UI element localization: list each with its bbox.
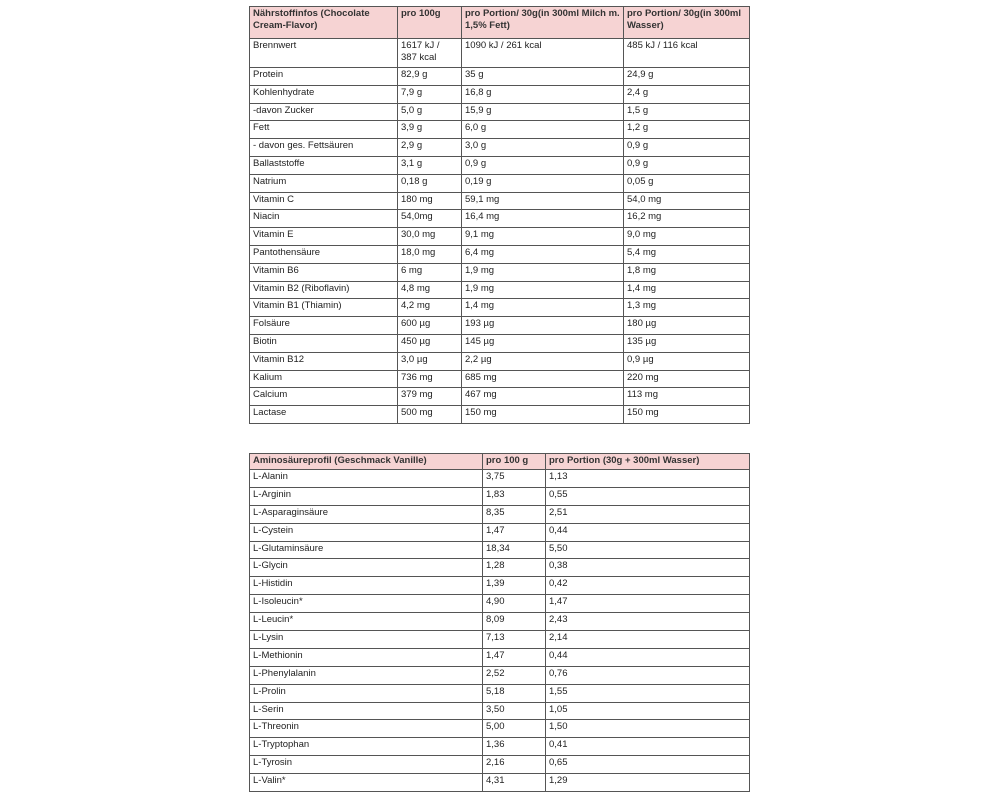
nutrient-name-cell: Natrium (250, 174, 398, 192)
per-100g-cell: 4,31 (483, 774, 546, 792)
per-portion-cell: 0,65 (546, 756, 750, 774)
nutrient-name-cell: Calcium (250, 388, 398, 406)
amino-name-cell: L-Histidin (250, 577, 483, 595)
nutrition-row (250, 370, 750, 388)
nutrition-row (250, 388, 750, 406)
amino-row (250, 702, 750, 720)
nutrition-row (250, 192, 750, 210)
amino-name-cell: L-Isoleucin* (250, 595, 483, 613)
nutrition-row (250, 245, 750, 263)
per-100g-cell: 3,1 g (398, 156, 462, 174)
per-100g-cell: 3,9 g (398, 121, 462, 139)
per-portion-cell: 0,44 (546, 523, 750, 541)
nutrient-name-cell: Folsäure (250, 317, 398, 335)
nutrient-name-cell: - davon ges. Fettsäuren (250, 139, 398, 157)
portion-milk-cell: 467 mg (462, 388, 624, 406)
nutrition-row (250, 156, 750, 174)
portion-milk-cell: 59,1 mg (462, 192, 624, 210)
per-portion-cell: 1,13 (546, 470, 750, 488)
nutrient-name-cell: Lactase (250, 406, 398, 424)
per-100g-cell: 1,47 (483, 523, 546, 541)
per-100g-cell: 82,9 g (398, 68, 462, 86)
per-portion-cell: 1,50 (546, 720, 750, 738)
per-100g-cell: 2,52 (483, 666, 546, 684)
portion-water-cell: 0,9 µg (624, 352, 750, 370)
portion-water-cell: 5,4 mg (624, 245, 750, 263)
portion-water-cell: 1,5 g (624, 103, 750, 121)
per-portion-cell: 2,43 (546, 613, 750, 631)
amino-name-cell: L-Prolin (250, 684, 483, 702)
per-100g-cell: 4,2 mg (398, 299, 462, 317)
nutrition-row (250, 103, 750, 121)
per-100g-cell: 379 mg (398, 388, 462, 406)
nutrient-name-cell: Brennwert (250, 39, 398, 68)
nutrition-row (250, 263, 750, 281)
per-100g-cell: 2,16 (483, 756, 546, 774)
amino-row (250, 470, 750, 488)
amino-row (250, 523, 750, 541)
portion-milk-cell: 15,9 g (462, 103, 624, 121)
portion-water-cell: 1,4 mg (624, 281, 750, 299)
amino-row (250, 756, 750, 774)
per-100g-cell: 6 mg (398, 263, 462, 281)
nutrition-row (250, 299, 750, 317)
amino-name-cell: L-Arginin (250, 487, 483, 505)
amino-name-cell: L-Phenylalanin (250, 666, 483, 684)
nutrition-row (250, 228, 750, 246)
portion-milk-cell: 193 µg (462, 317, 624, 335)
amino-row (250, 720, 750, 738)
portion-water-cell: 485 kJ / 116 kcal (624, 39, 750, 68)
per-portion-cell: 1,05 (546, 702, 750, 720)
per-100g-cell: 3,50 (483, 702, 546, 720)
per-100g-cell: 500 mg (398, 406, 462, 424)
amino-acid-table (249, 453, 750, 792)
per-100g-cell: 736 mg (398, 370, 462, 388)
nutrient-name-cell: Pantothensäure (250, 245, 398, 263)
nutrition-row (250, 210, 750, 228)
amino-name-cell: L-Valin* (250, 774, 483, 792)
portion-milk-cell: 1090 kJ / 261 kcal (462, 39, 624, 68)
amino-row (250, 541, 750, 559)
per-100g-cell: 8,09 (483, 613, 546, 631)
per-100g-cell: 5,0 g (398, 103, 462, 121)
per-100g-cell: 5,18 (483, 684, 546, 702)
per-100g-cell: 7,13 (483, 631, 546, 649)
per-100g-cell: 1,36 (483, 738, 546, 756)
portion-milk-cell: 145 µg (462, 334, 624, 352)
portion-water-cell: 220 mg (624, 370, 750, 388)
nutrition-row (250, 281, 750, 299)
amino-header-row (250, 454, 750, 470)
amino-name-cell: L-Lysin (250, 631, 483, 649)
portion-water-cell: 113 mg (624, 388, 750, 406)
portion-milk-cell: 0,9 g (462, 156, 624, 174)
portion-milk-cell: 6,4 mg (462, 245, 624, 263)
amino-table-body (250, 470, 750, 792)
amino-name-cell: L-Glycin (250, 559, 483, 577)
portion-milk-cell: 0,19 g (462, 174, 624, 192)
per-100g-cell: 180 mg (398, 192, 462, 210)
per-portion-cell: 1,29 (546, 774, 750, 792)
amino-name-cell: L-Tyrosin (250, 756, 483, 774)
nutrient-name-cell: Vitamin B1 (Thiamin) (250, 299, 398, 317)
per-100g-cell: 450 µg (398, 334, 462, 352)
amino-row (250, 684, 750, 702)
per-100g-cell: 7,9 g (398, 85, 462, 103)
nutrient-name-cell: Ballaststoffe (250, 156, 398, 174)
per-portion-cell: 0,42 (546, 577, 750, 595)
per-100g-cell: 18,34 (483, 541, 546, 559)
amino-name-cell: L-Glutaminsäure (250, 541, 483, 559)
amino-header-acid: Aminosäureprofil (Geschmack Vanille) (250, 454, 483, 470)
nutrient-name-cell: Biotin (250, 334, 398, 352)
portion-water-cell: 0,9 g (624, 156, 750, 174)
nutrient-name-cell: Kalium (250, 370, 398, 388)
amino-row (250, 505, 750, 523)
per-100g-cell: 30,0 mg (398, 228, 462, 246)
portion-water-cell: 0,05 g (624, 174, 750, 192)
nutrition-header-row (250, 7, 750, 39)
nutrient-name-cell: Fett (250, 121, 398, 139)
nutrition-header-nutrient: Nährstoffinfos (Chocolate Cream-Flavor) (250, 7, 398, 39)
amino-name-cell: L-Threonin (250, 720, 483, 738)
amino-row (250, 666, 750, 684)
per-100g-cell: 2,9 g (398, 139, 462, 157)
amino-name-cell: L-Alanin (250, 470, 483, 488)
per-100g-cell: 1,83 (483, 487, 546, 505)
portion-milk-cell: 1,9 mg (462, 281, 624, 299)
nutrition-row (250, 174, 750, 192)
portion-water-cell: 2,4 g (624, 85, 750, 103)
per-100g-cell: 5,00 (483, 720, 546, 738)
nutrient-name-cell: Vitamin E (250, 228, 398, 246)
per-100g-cell: 1617 kJ / 387 kcal (398, 39, 462, 68)
portion-water-cell: 1,8 mg (624, 263, 750, 281)
portion-water-cell: 0,9 g (624, 139, 750, 157)
portion-water-cell: 54,0 mg (624, 192, 750, 210)
per-100g-cell: 1,28 (483, 559, 546, 577)
amino-name-cell: L-Methionin (250, 648, 483, 666)
per-portion-cell: 0,76 (546, 666, 750, 684)
per-portion-cell: 1,47 (546, 595, 750, 613)
nutrient-name-cell: Vitamin B12 (250, 352, 398, 370)
portion-water-cell: 1,2 g (624, 121, 750, 139)
portion-water-cell: 9,0 mg (624, 228, 750, 246)
amino-row (250, 738, 750, 756)
portion-milk-cell: 685 mg (462, 370, 624, 388)
portion-milk-cell: 35 g (462, 68, 624, 86)
nutrition-row (250, 406, 750, 424)
amino-row (250, 559, 750, 577)
amino-row (250, 631, 750, 649)
nutrient-name-cell: Kohlenhydrate (250, 85, 398, 103)
nutrition-header-portion-milk: pro Portion/ 30g(in 300ml Milch m. 1,5% Fett) (462, 7, 624, 39)
portion-milk-cell: 150 mg (462, 406, 624, 424)
portion-milk-cell: 6,0 g (462, 121, 624, 139)
per-portion-cell: 1,55 (546, 684, 750, 702)
nutrition-table (249, 6, 750, 424)
amino-row (250, 577, 750, 595)
per-portion-cell: 0,55 (546, 487, 750, 505)
per-100g-cell: 1,47 (483, 648, 546, 666)
per-portion-cell: 0,44 (546, 648, 750, 666)
portion-milk-cell: 3,0 g (462, 139, 624, 157)
per-100g-cell: 600 µg (398, 317, 462, 335)
per-100g-cell: 1,39 (483, 577, 546, 595)
amino-row (250, 487, 750, 505)
nutrition-row (250, 352, 750, 370)
portion-milk-cell: 1,4 mg (462, 299, 624, 317)
per-100g-cell: 54,0mg (398, 210, 462, 228)
nutrient-name-cell: Protein (250, 68, 398, 86)
nutrition-table-body (250, 39, 750, 424)
nutrition-header-per-100g: pro 100g (398, 7, 462, 39)
portion-milk-cell: 16,4 mg (462, 210, 624, 228)
amino-header-per-100g: pro 100 g (483, 454, 546, 470)
per-100g-cell: 18,0 mg (398, 245, 462, 263)
amino-row (250, 774, 750, 792)
nutrient-name-cell: Vitamin B6 (250, 263, 398, 281)
portion-milk-cell: 2,2 µg (462, 352, 624, 370)
nutrition-row (250, 121, 750, 139)
portion-water-cell: 24,9 g (624, 68, 750, 86)
per-portion-cell: 2,14 (546, 631, 750, 649)
nutrition-row (250, 85, 750, 103)
amino-name-cell: L-Serin (250, 702, 483, 720)
nutrition-row (250, 68, 750, 86)
amino-row (250, 595, 750, 613)
amino-row (250, 613, 750, 631)
per-100g-cell: 3,75 (483, 470, 546, 488)
portion-milk-cell: 16,8 g (462, 85, 624, 103)
per-100g-cell: 3,0 µg (398, 352, 462, 370)
nutrition-row (250, 317, 750, 335)
per-100g-cell: 4,90 (483, 595, 546, 613)
amino-name-cell: L-Asparaginsäure (250, 505, 483, 523)
nutrient-name-cell: Vitamin B2 (Riboflavin) (250, 281, 398, 299)
per-100g-cell: 4,8 mg (398, 281, 462, 299)
per-portion-cell: 2,51 (546, 505, 750, 523)
portion-water-cell: 135 µg (624, 334, 750, 352)
amino-name-cell: L-Cystein (250, 523, 483, 541)
nutrition-header-portion-water: pro Portion/ 30g(in 300ml Wasser) (624, 7, 750, 39)
portion-water-cell: 16,2 mg (624, 210, 750, 228)
amino-name-cell: L-Tryptophan (250, 738, 483, 756)
per-portion-cell: 0,41 (546, 738, 750, 756)
nutrient-name-cell: -davon Zucker (250, 103, 398, 121)
per-100g-cell: 0,18 g (398, 174, 462, 192)
nutrient-name-cell: Vitamin C (250, 192, 398, 210)
per-100g-cell: 8,35 (483, 505, 546, 523)
nutrition-row (250, 39, 750, 68)
nutrition-row (250, 334, 750, 352)
per-portion-cell: 5,50 (546, 541, 750, 559)
per-portion-cell: 0,38 (546, 559, 750, 577)
portion-milk-cell: 1,9 mg (462, 263, 624, 281)
portion-milk-cell: 9,1 mg (462, 228, 624, 246)
portion-water-cell: 180 µg (624, 317, 750, 335)
portion-water-cell: 150 mg (624, 406, 750, 424)
amino-row (250, 648, 750, 666)
nutrient-name-cell: Niacin (250, 210, 398, 228)
amino-name-cell: L-Leucin* (250, 613, 483, 631)
portion-water-cell: 1,3 mg (624, 299, 750, 317)
nutrition-row (250, 139, 750, 157)
amino-header-per-portion: pro Portion (30g + 300ml Wasser) (546, 454, 750, 470)
